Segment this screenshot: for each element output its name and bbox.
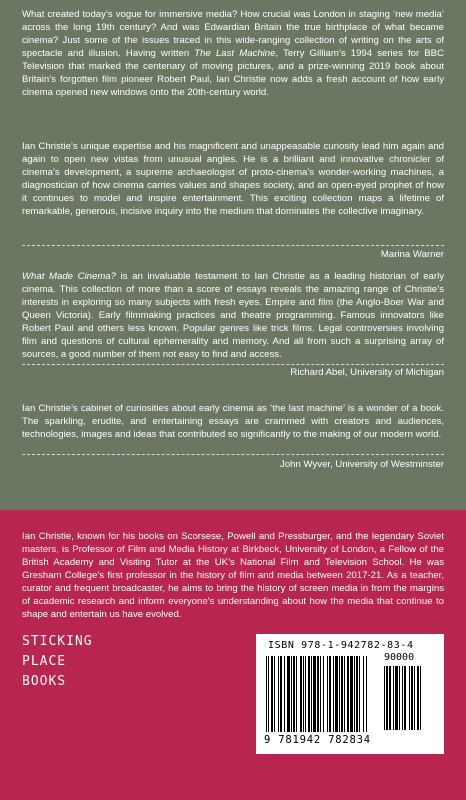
ean-digits: 9 781942 782834 (264, 734, 371, 746)
barcode-bar (329, 656, 331, 732)
barcode-bar (384, 666, 385, 730)
book-description (22, 8, 444, 99)
description-title-last-machine: The Last Machine (194, 48, 276, 59)
barcode-bar (347, 656, 349, 732)
barcode-bar (291, 656, 292, 732)
barcode-bar (300, 656, 302, 732)
barcode-bar (409, 666, 410, 730)
barcode-bar (354, 656, 355, 732)
barcode-bar (411, 666, 413, 730)
author-bio: Ian Christie, known for his books on Scorsese, Powell and Pressburger, and the legendary Soviet masters, is Professor of Film and Media History at Birkbeck, University of London, a Fellow of the British Academy and Visiting Tutor at the UK’s National Film and Television School. He was Gresham College’s first professor in the history of film and media between 2017-21. As a teacher, curator and frequent broadcaster, he aims to bring the history of screen media in from the margins of academic research and inform everyone’s understanding about how the media that continue to shape and entertain us have evolved. (22, 531, 444, 620)
quote-3-text: Ian Christie’s cabinet of curiosities about early cinema as ‘the last machine’ is a wonder of a book. The sparkling, erudite, and entertaining essays are crammed with creators and audiences, technologies, images and ideas that contributed so significantly to the making of our modern world. (22, 403, 444, 440)
quote-1-text: Ian Christie’s unique expertise and his magnificent and unappeasable curiosity lead him again and again to open new vistas from unusual angles. He is a brilliant and innovative chronicler of cinema’s development, a supreme archaeologist of proto-cinema’s wonder-working machines, a diagnostician of how cinema carries values and shapes society, and an open-eyed prophet of how it continues to model and inspire entertainment. This exciting collection maps a lifetime of remarkable, generous, incisive inquiry into the medium that dominates the collective imaginary. (22, 141, 444, 217)
barcode-bar (274, 656, 275, 732)
divider-3 (22, 454, 444, 455)
logo-line-books: BOOKS (22, 674, 67, 689)
addon-barcode-icon (384, 666, 432, 730)
barcode-bar (366, 656, 367, 732)
barcode-bar (363, 656, 364, 732)
barcode-bar (293, 656, 295, 732)
barcode-bar (389, 666, 391, 730)
barcode-bar (311, 656, 312, 732)
price-code: 90000 (384, 652, 415, 663)
publisher-logo (22, 632, 96, 692)
barcode-bar (278, 656, 279, 732)
barcode-bar (341, 656, 343, 732)
barcode-bar (313, 656, 316, 732)
barcode-bar (268, 656, 269, 732)
quote-2-author: Richard Abel, University of Michigan (290, 367, 444, 378)
quote-3-author: John Wyver, University of Westminster (280, 459, 444, 470)
barcode-bar (296, 656, 297, 732)
barcode-bar (344, 656, 345, 732)
barcode-bar (359, 656, 360, 732)
barcode-bar (287, 656, 290, 732)
description-part-1: What created today’s vogue for immersive media? How crucial was London in staging ‘new media’ across the long 19th century? And was Edwardian Britain the true birthplace of what became cinema? Just some of the issues traced in this wide-ranging collection of writing on the arts of spectacle and illusion. Having written (22, 9, 444, 59)
barcode-bar (284, 656, 285, 732)
barcode-bar (333, 656, 334, 732)
barcode-bar (417, 666, 419, 730)
barcode-bar (339, 656, 340, 732)
barcode-bar (308, 656, 310, 732)
barcode-bar (356, 656, 358, 732)
barcode-bar (393, 666, 394, 730)
barcode-bar (305, 656, 306, 732)
barcode-bar (399, 666, 400, 730)
barcode-box (256, 634, 444, 754)
barcode-bar (395, 666, 398, 730)
barcode-bar (350, 656, 353, 732)
barcode-bar (271, 656, 273, 732)
barcode-bar (320, 656, 321, 732)
barcode-bar (404, 666, 406, 730)
divider-2 (22, 364, 444, 365)
barcode-bar (420, 666, 421, 730)
isbn-label: ISBN 978-1-942782-83-4 (268, 640, 414, 651)
barcode-bar (317, 656, 319, 732)
logo-line-place: PLACE (22, 654, 67, 669)
quote-1-author: Marina Warner (380, 249, 444, 260)
barcode-bar (280, 656, 282, 732)
quote-2-text (22, 270, 444, 361)
barcode-bar (266, 656, 267, 732)
barcode-bar (303, 656, 304, 732)
barcode-bar (414, 666, 415, 730)
barcode-bar (335, 656, 338, 732)
barcode-bar (386, 666, 388, 730)
ean-barcode-icon (266, 656, 378, 732)
barcode-bar (327, 656, 328, 732)
quote-2-body: is an invaluable testament to Ian Christie as a leading historian of early cinema. This collection of more than a score of essays reveals the amazing range of Christie’s interests in exploring so many subjects with fresh eyes. Empire and film (the Anglo-Boer War and Queen Victoria). Early filmmaking practices and theatre programming. Famous innovators like Robert Paul and others less known. Popular genres like trick films. Legal controversies involving film and questions of cultural ephemerality and memory. And all from such a surprising array of sources, a good number of them not easy to find and access. (22, 271, 444, 360)
barcode-bar (402, 666, 403, 730)
divider-1 (22, 245, 444, 246)
barcode-bar (323, 656, 324, 732)
logo-line-sticking: STICKING (22, 634, 93, 649)
description-part-2: , Terry Gilliam’s 1994 series for BBC Television that marked the centenary of moving pictures, and a prize-winning 2019 book about Britain’s forgotten film pioneer Robert Paul, Ian Christie now adds a fresh account of how early cinema opened new windows onto the 20th-century world. (22, 48, 444, 98)
quote-2-book-title: What Made Cinema? (22, 271, 116, 282)
